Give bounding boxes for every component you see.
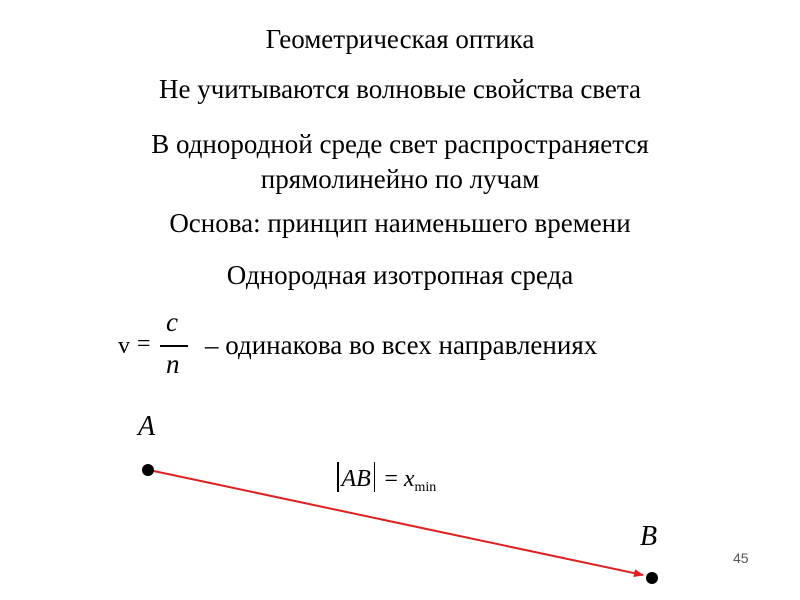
formula-denominator: n <box>166 349 180 379</box>
point-b-dot <box>646 572 658 584</box>
formula-numerator: c <box>166 307 178 337</box>
slide-title: Геометрическая оптика <box>265 24 535 54</box>
distance-segment: AB <box>341 466 371 492</box>
distance-equals: = <box>384 466 398 492</box>
point-a-label: A <box>138 411 156 442</box>
formula-velocity-symbol: v <box>118 333 130 359</box>
text-line-isotropic-medium: Однородная изотропная среда <box>226 260 574 290</box>
page-number: 45 <box>733 550 749 566</box>
distance-formula <box>334 462 436 496</box>
text-line-rays: прямолинейно по лучам <box>260 164 540 194</box>
abs-bar-left <box>337 462 339 492</box>
text-line-least-time-principle: Основа: принцип наименьшего времени <box>169 208 631 238</box>
abs-bar-right <box>374 462 376 492</box>
distance-x: x <box>403 466 415 492</box>
text-line-wave-properties: Не учитываются волновые свойства света <box>158 74 641 104</box>
distance-subscript: min <box>414 480 437 495</box>
formula-description: – одинакова во всех направлениях <box>205 330 598 360</box>
point-a-dot <box>142 464 154 476</box>
point-b-label: B <box>640 521 658 552</box>
formula-equals: = <box>137 331 151 357</box>
text-line-homogeneous-medium: В однородной среде свет распространяется <box>151 129 649 159</box>
